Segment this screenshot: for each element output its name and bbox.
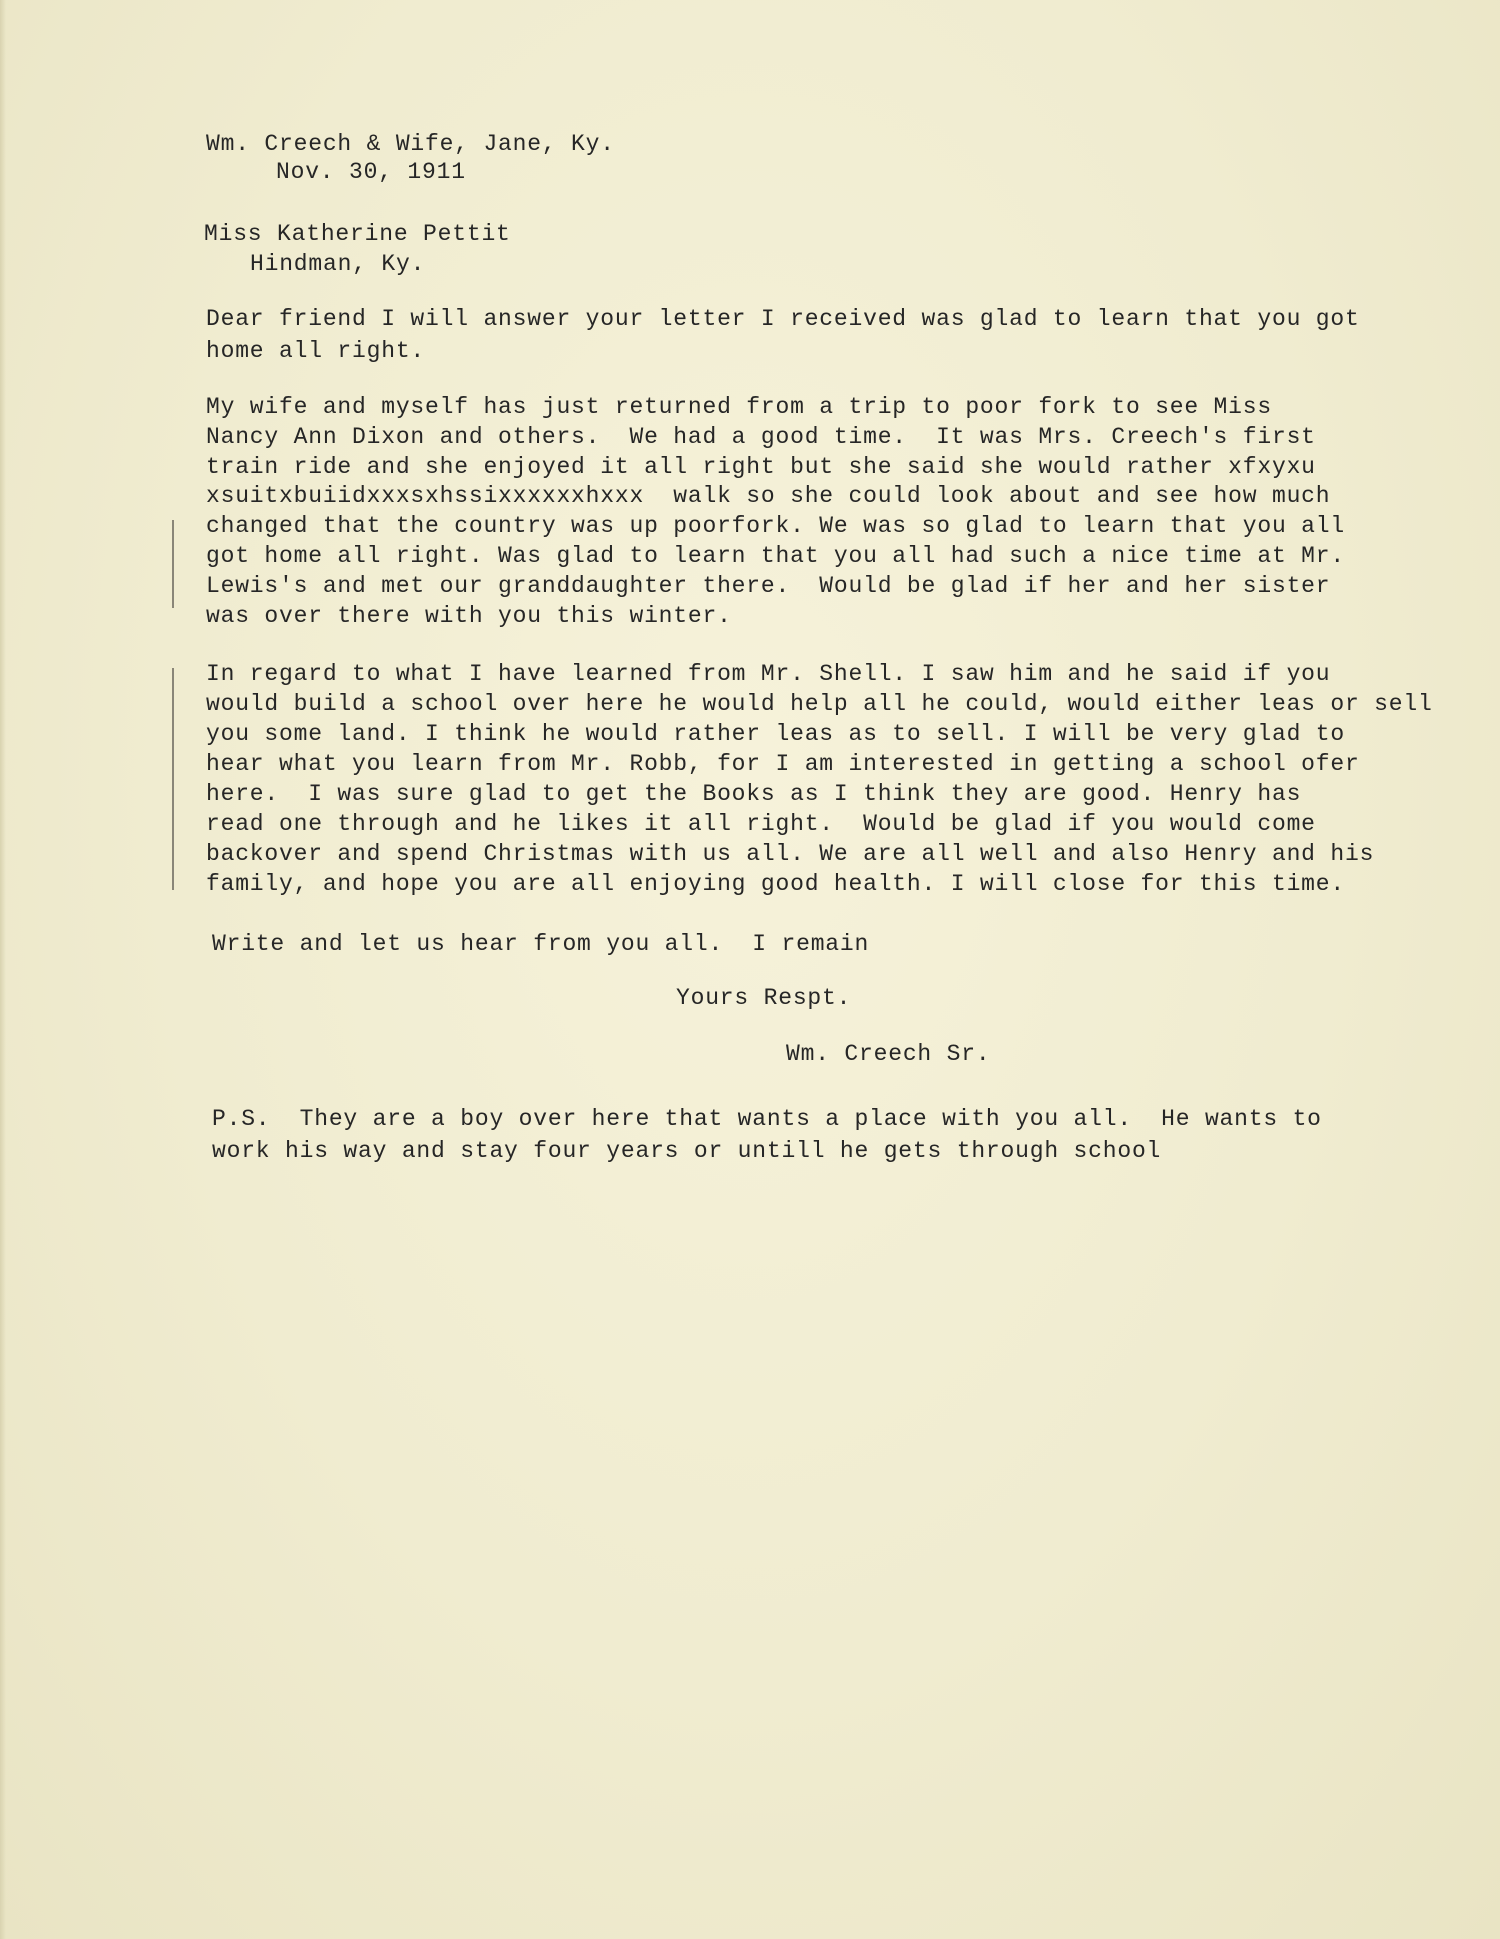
paragraph-line: Dear friend I will answer your letter I received was glad to learn that you got (206, 306, 1360, 332)
margin-pencil-mark (172, 520, 174, 608)
valediction: Yours Respt. (676, 985, 852, 1011)
paper-edge (0, 0, 6, 1939)
sender-heading: Wm. Creech & Wife, Jane, Ky. (206, 131, 615, 157)
signature: Wm. Creech Sr. (786, 1041, 991, 1067)
letter-date: Nov. 30, 1911 (276, 159, 466, 185)
paragraph-line: got home all right. Was glad to learn that you all had such a nice time at Mr. (206, 543, 1345, 569)
closing-line: Write and let us hear from you all. I remain (212, 931, 870, 957)
paragraph-line: In regard to what I have learned from Mr. Shell. I saw him and he said if you (206, 661, 1331, 687)
paragraph-line: read one through and he likes it all right. Would be glad if you would come (206, 811, 1316, 837)
postscript-line: work his way and stay four years or untill he gets through school (212, 1138, 1162, 1164)
paragraph-line: hear what you learn from Mr. Robb, for I am interested in getting a school ofer (206, 751, 1360, 777)
paragraph-line: would build a school over here he would help all he could, would either leas or sell (206, 691, 1433, 717)
recipient-name: Miss Katherine Pettit (204, 221, 511, 247)
postscript-line: P.S. They are a boy over here that wants a place with you all. He wants to (212, 1106, 1322, 1132)
paragraph-line: changed that the country was up poorfork. We was so glad to learn that you all (206, 513, 1345, 539)
paragraph-line: home all right. (206, 338, 426, 364)
struck-out-line: xsuitxbuiidxxxsxhssixxxxxxhxxx walk so she could look about and see how much (206, 483, 1331, 509)
paragraph-line: train ride and she enjoyed it all right but she said she would rather xfxyxu (206, 454, 1316, 480)
paragraph-line: you some land. I think he would rather leas as to sell. I will be very glad to (206, 721, 1345, 747)
paragraph-line: here. I was sure glad to get the Books as I think they are good. Henry has (206, 781, 1302, 807)
paragraph-line: backover and spend Christmas with us all. We are all well and also Henry and his (206, 841, 1375, 867)
paragraph-line: was over there with you this winter. (206, 603, 732, 629)
margin-pencil-mark (172, 668, 174, 890)
paragraph-line: Nancy Ann Dixon and others. We had a good time. It was Mrs. Creech's first (206, 424, 1316, 450)
paragraph-line: family, and hope you are all enjoying good health. I will close for this time. (206, 871, 1345, 897)
paragraph-line: Lewis's and met our granddaughter there. Would be glad if her and her sister (206, 573, 1331, 599)
paragraph-line: My wife and myself has just returned from a trip to poor fork to see Miss (206, 394, 1272, 420)
recipient-location: Hindman, Ky. (250, 251, 426, 277)
